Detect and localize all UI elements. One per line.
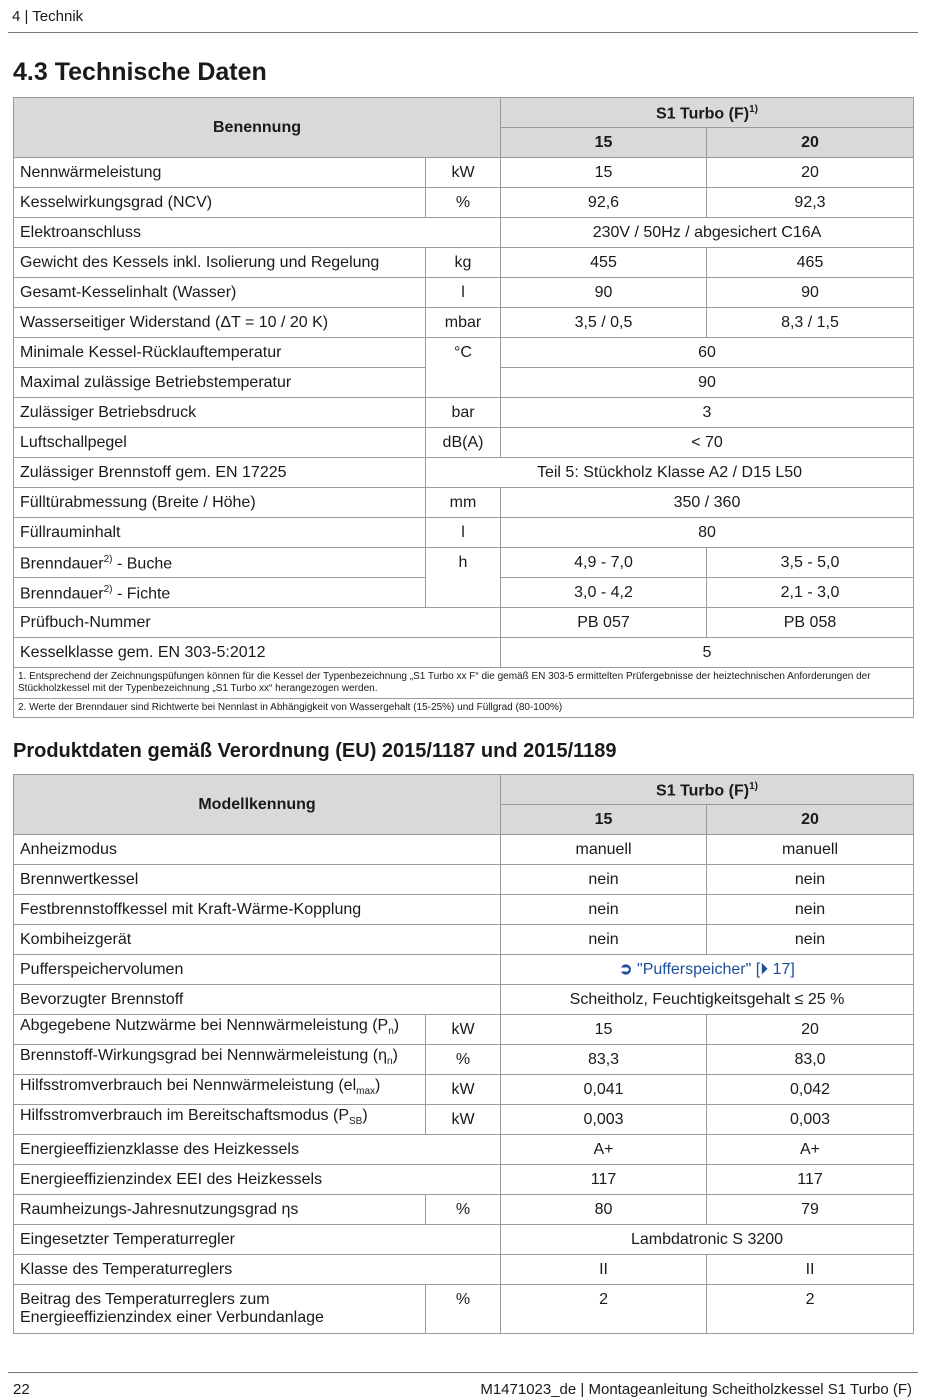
table-cell: 5: [501, 638, 914, 668]
table-cell: 80: [501, 518, 914, 548]
table-row: [14, 398, 914, 428]
table-row: [14, 1135, 914, 1165]
table-row: [14, 1225, 914, 1255]
table-cell: A+: [501, 1135, 707, 1165]
pufferspeicher-link[interactable]: "Pufferspeicher" [⏵ 17]: [637, 960, 795, 978]
header-model: S1 Turbo $(F)^{1)}$: [501, 98, 914, 128]
table-cell: Energieeffizienzklasse des Heizkessels: [14, 1135, 501, 1165]
table-cell: Prüfbuch-Nummer: [14, 608, 501, 638]
table-cell: Kesselwirkungsgrad (NCV): [14, 188, 426, 218]
table-row: [14, 338, 914, 368]
table-cell: 455: [501, 248, 707, 278]
table-cell: Hilfsstromverbrauch bei Nennwärmeleistung $(el_{max})$: [14, 1075, 426, 1105]
table-row: [14, 248, 914, 278]
table-row: [14, 1015, 914, 1045]
table-cell: Anheizmodus: [14, 835, 501, 865]
table-cell: Brennstoff-Wirkungsgrad bei Nennwärmeleistung $(\eta_n)$: [14, 1045, 426, 1075]
table-row: [14, 638, 914, 668]
header-modellkennung: Modellkennung: [14, 775, 501, 835]
table-cell: Brenndauer$^{2)}$ - Fichte: [14, 578, 426, 608]
table-row: [14, 1285, 914, 1334]
table-cell: 0,042: [707, 1075, 914, 1105]
table-row: [14, 955, 914, 985]
table-cell: A+: [707, 1135, 914, 1165]
table-cell: II: [707, 1255, 914, 1285]
table-cell: Beitrag des Temperaturreglers zum Energieeffizienzindex einer Verbundanlage: [14, 1285, 426, 1334]
table-row: [14, 925, 914, 955]
table-cell: kW: [426, 1105, 501, 1135]
table-cell: 2: [501, 1285, 707, 1334]
header-size-20: 20: [707, 805, 914, 835]
table-cell: 79: [707, 1195, 914, 1225]
table-cell: Zulässiger Brennstoff gem. EN 17225: [14, 458, 426, 488]
table-cell: %: [426, 1045, 501, 1075]
table-row: [14, 1165, 914, 1195]
table-cell: [501, 955, 914, 985]
running-header: 4 | Technik: [12, 8, 84, 25]
table-row: [14, 1045, 914, 1075]
footnote-2: 2. Werte der Brenndauer sind Richtwerte bei Nennlast in Abhängigkeit von Wassergehalt (15-25%) und Füllgrad (80-100%): [14, 699, 914, 718]
table-cell: 117: [707, 1165, 914, 1195]
table-cell: Kesselklasse gem. EN 303-5:2012: [14, 638, 501, 668]
table-cell: Nennwärmeleistung: [14, 158, 426, 188]
table-cell: °C: [426, 338, 501, 398]
table-cell: Gesamt-Kesselinhalt (Wasser): [14, 278, 426, 308]
table-cell: Abgegebene Nutzwärme bei Nennwärmeleistung $(P_n)$: [14, 1015, 426, 1045]
section-2-title: Produktdaten gemäß Verordnung (EU) 2015/1187 und 2015/1189: [13, 740, 617, 762]
technical-data-table: [13, 97, 914, 718]
table-cell: 83,3: [501, 1045, 707, 1075]
table-row: [14, 158, 914, 188]
table-cell: Hilfsstromverbrauch im Bereitschaftsmodus $(P_{SB})$: [14, 1105, 426, 1135]
header-size-20: 20: [707, 128, 914, 158]
table-cell: 80: [501, 1195, 707, 1225]
table-cell: 20: [707, 158, 914, 188]
table-row: [14, 188, 914, 218]
section-title: 4.3 Technische Daten: [13, 58, 267, 86]
table-cell: 3,5 / 0,5: [501, 308, 707, 338]
table-cell: Pufferspeichervolumen: [14, 955, 501, 985]
table-row: [14, 488, 914, 518]
table-cell: manuell: [501, 835, 707, 865]
table-cell: Kombiheizgerät: [14, 925, 501, 955]
table-cell: %: [426, 1285, 501, 1334]
table-cell: 3,0 - 4,2: [501, 578, 707, 608]
table-cell: nein: [707, 895, 914, 925]
table-cell: 20: [707, 1015, 914, 1045]
table-cell: manuell: [707, 835, 914, 865]
table-cell: mbar: [426, 308, 501, 338]
cross-reference-arrow-icon: ➲: [619, 960, 633, 978]
header-benennung: Benennung: [14, 98, 501, 158]
table-cell: 0,003: [501, 1105, 707, 1135]
header-size-15: 15: [501, 128, 707, 158]
table-cell: h: [426, 548, 501, 608]
table-cell: Maximal zulässige Betriebstemperatur: [14, 368, 426, 398]
table-cell: dB(A): [426, 428, 501, 458]
table-cell: 90: [501, 368, 914, 398]
table-row: [14, 608, 914, 638]
table-cell: kW: [426, 1015, 501, 1045]
table-cell: Eingesetzter Temperaturregler: [14, 1225, 501, 1255]
table-row: [14, 218, 914, 248]
table-cell: Minimale Kessel-Rücklauftemperatur: [14, 338, 426, 368]
table-cell: bar: [426, 398, 501, 428]
table-cell: Brenndauer$^{2)}$ - Buche: [14, 548, 426, 578]
header-size-15: 15: [501, 805, 707, 835]
page-number: 22: [13, 1381, 30, 1398]
table-cell: 92,3: [707, 188, 914, 218]
table-cell: Energieeffizienzindex EEI des Heizkessels: [14, 1165, 501, 1195]
table-cell: Festbrennstoffkessel mit Kraft-Wärme-Kopplung: [14, 895, 501, 925]
table-row: [14, 308, 914, 338]
document-title: M1471023_de | Montageanleitung Scheitholzkessel S1 Turbo (F): [480, 1381, 912, 1398]
table-cell: 60: [501, 338, 914, 368]
table-cell: Gewicht des Kessels inkl. Isolierung und Regelung: [14, 248, 426, 278]
table-cell: PB 057: [501, 608, 707, 638]
product-data-table: [13, 774, 914, 1334]
table-cell: nein: [501, 925, 707, 955]
table-cell: %: [426, 188, 501, 218]
footnote-row: [14, 668, 914, 699]
table-cell: 15: [501, 1015, 707, 1045]
table-cell: 8,3 / 1,5: [707, 308, 914, 338]
table-cell: Teil 5: Stückholz Klasse A2 / D15 L50: [426, 458, 914, 488]
table-cell: 2,1 - 3,0: [707, 578, 914, 608]
header-divider: [8, 32, 918, 33]
table-row: [14, 985, 914, 1015]
table-cell: 350 / 360: [501, 488, 914, 518]
table-cell: Fülltürabmessung (Breite / Höhe): [14, 488, 426, 518]
table-cell: 90: [707, 278, 914, 308]
table-cell: Luftschallpegel: [14, 428, 426, 458]
page-arrow-icon: ⏵: [760, 960, 769, 978]
table-row: [14, 1075, 914, 1105]
footer-divider: [8, 1372, 918, 1373]
table-cell: l: [426, 278, 501, 308]
table-cell: kg: [426, 248, 501, 278]
table-row: [14, 518, 914, 548]
table-cell: Bevorzugter Brennstoff: [14, 985, 501, 1015]
table-cell: nein: [707, 925, 914, 955]
footnote-row: [14, 699, 914, 718]
table-cell: nein: [501, 865, 707, 895]
table-cell: 3,5 - 5,0: [707, 548, 914, 578]
table-cell: Lambdatronic S 3200: [501, 1225, 914, 1255]
table-cell: 83,0: [707, 1045, 914, 1075]
table-row: [14, 1255, 914, 1285]
table-cell: Zulässiger Betriebsdruck: [14, 398, 426, 428]
table-row: [14, 835, 914, 865]
table-cell: kW: [426, 1075, 501, 1105]
table-cell: 230V / 50Hz / abgesichert C16A: [501, 218, 914, 248]
table-row: [14, 278, 914, 308]
table-cell: %: [426, 1195, 501, 1225]
table-cell: II: [501, 1255, 707, 1285]
table-cell: 0,041: [501, 1075, 707, 1105]
table-cell: 3: [501, 398, 914, 428]
header-model: S1 Turbo $(F)^{1)}$: [501, 775, 914, 805]
table-cell: nein: [707, 865, 914, 895]
table-cell: Klasse des Temperaturreglers: [14, 1255, 501, 1285]
table-cell: kW: [426, 158, 501, 188]
table-cell: PB 058: [707, 608, 914, 638]
table-row: [14, 458, 914, 488]
table-cell: nein: [501, 895, 707, 925]
table-cell: 90: [501, 278, 707, 308]
table-cell: Wasserseitiger Widerstand (ΔT = 10 / 20 K): [14, 308, 426, 338]
table-cell: 0,003: [707, 1105, 914, 1135]
table-cell: mm: [426, 488, 501, 518]
table-cell: Füllrauminhalt: [14, 518, 426, 548]
table-cell: l: [426, 518, 501, 548]
table-cell: 2: [707, 1285, 914, 1334]
table-row: [14, 865, 914, 895]
table-cell: 465: [707, 248, 914, 278]
footnote-1: 1. Entsprechend der Zeichnungspüfungen können für die Kessel der Typenbezeichnung „S1 Turbo xx F“ die gemäß EN 303-5 ermittelten Prüfergebnisse der heiztechnischen Anforderungen der Stückholzkessel mit der Typenbezeichnung „S1 Turbo xx“ herangezogen werden.: [14, 668, 914, 699]
table-row: [14, 895, 914, 925]
table-row: [14, 1195, 914, 1225]
table-cell: Brennwertkessel: [14, 865, 501, 895]
table-row: [14, 1105, 914, 1135]
table-row: [14, 428, 914, 458]
table-cell: Elektroanschluss: [14, 218, 501, 248]
table-row: [14, 548, 914, 578]
table-cell: 15: [501, 158, 707, 188]
table-cell: Raumheizungs-Jahresnutzungsgrad ηs: [14, 1195, 426, 1225]
table-cell: Scheitholz, Feuchtigkeitsgehalt ≤ 25 %: [501, 985, 914, 1015]
table-cell: 117: [501, 1165, 707, 1195]
table-cell: < 70: [501, 428, 914, 458]
table-cell: 92,6: [501, 188, 707, 218]
table-cell: 4,9 - 7,0: [501, 548, 707, 578]
